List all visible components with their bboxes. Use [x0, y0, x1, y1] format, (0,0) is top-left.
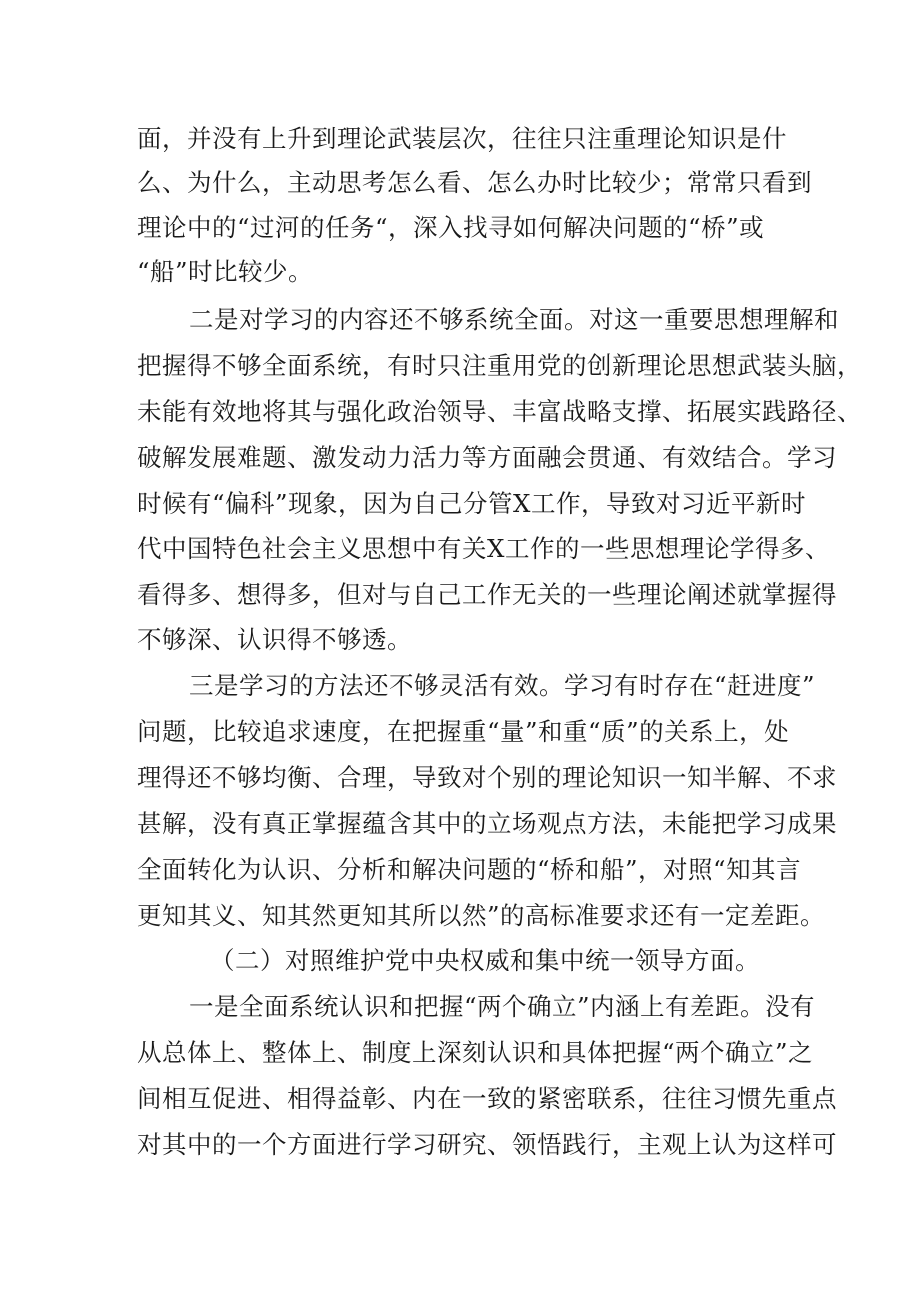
- paragraph-start-line: 三是学习的方法还不够灵活有效。学习有时存在“赶进度”: [189, 671, 816, 700]
- text-line: 把握得不够全面系统，有时只注重用党的创新理论思想武装头脑，: [137, 351, 862, 380]
- text-line: 甚解，没有真正掌握蕴含其中的立场观点方法，未能把学习成果: [137, 809, 837, 838]
- text-line: 理得还不够均衡、合理，导致对个别的理论知识一知半解、不求: [137, 763, 837, 792]
- text-line: 全面转化为认识、分析和解决问题的“桥和船”，对照“知其言: [137, 855, 802, 884]
- text-line: 破解发展难题、激发动力活力等方面融会贯通、有效结合。学习: [137, 443, 837, 472]
- text-line: 对其中的一个方面进行学习研究、领悟践行，主观上认为这样可: [137, 1130, 837, 1159]
- text-line: 间相互促进、相得益彰、内在一致的紧密联系，往往习惯先重点: [137, 1084, 837, 1113]
- text-line: 不够深、认识得不够透。: [137, 625, 412, 654]
- paragraph-start-line: 二是对学习的内容还不够系统全面。对这一重要思想理解和: [189, 305, 839, 334]
- text-line: 更知其义、知其然更知其所以然”的高标准要求还有一定差距。: [137, 901, 826, 930]
- text-line: 么、为什么，主动思考怎么看、怎么办时比较少；常常只看到: [137, 168, 812, 197]
- text-line: 问题，比较追求速度，在把握重“量”和重“质”的关系上，处: [137, 717, 790, 746]
- text-line: 代中国特色社会主义思想中有关X工作的一些思想理论学得多、: [137, 534, 830, 563]
- text-line: 未能有效地将其与强化政治领导、丰富战略支撑、拓展实践路径、: [137, 397, 862, 426]
- text-line: “船”时比较少。: [137, 257, 314, 286]
- text-line: 面，并没有上升到理论武装层次，往往只注重理论知识是什: [137, 124, 787, 153]
- text-line: 从总体上、整体上、制度上深刻认识和具体把握“两个确立”之: [137, 1038, 814, 1067]
- paragraph-start-line: 一是全面系统认识和把握“两个确立”内涵上有差距。没有: [189, 992, 816, 1021]
- text-line: 看得多、想得多，但对与自己工作无关的一些理论阐述就掌握得: [137, 580, 837, 609]
- text-line: 理论中的“过河的任务“，深入找寻如何解决问题的“桥”或: [137, 213, 765, 242]
- section-heading: （二）对照维护党中央权威和集中统一领导方面。: [210, 946, 760, 975]
- text-line: 时候有“偏科”现象，因为自己分管X工作，导致对习近平新时: [137, 489, 806, 518]
